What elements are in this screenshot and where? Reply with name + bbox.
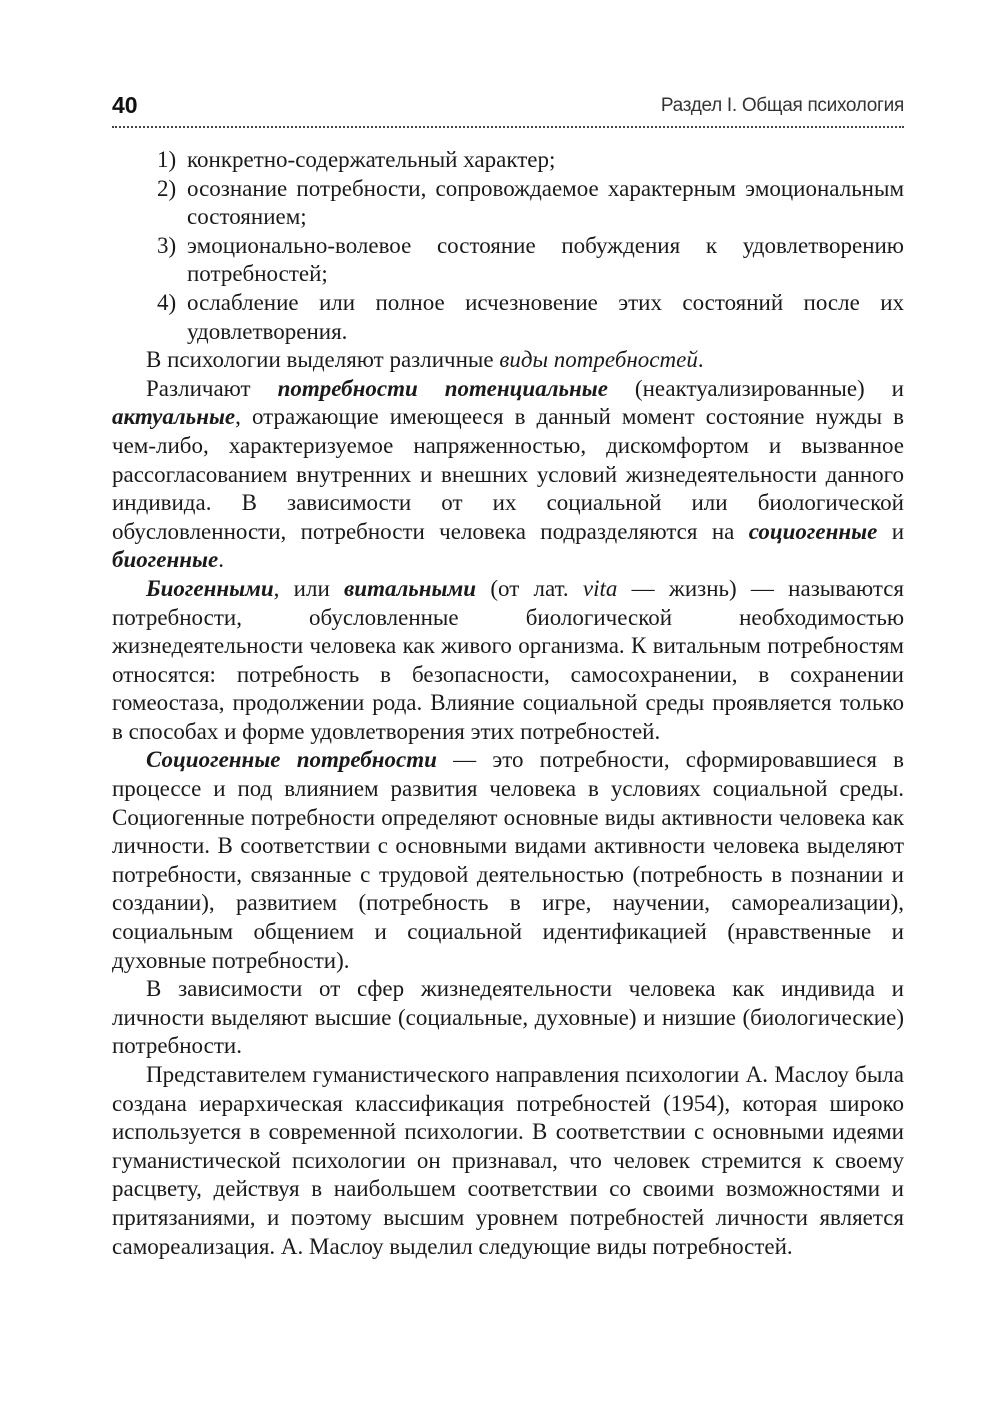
text-run: — это потребности, сформировавшиеся в процессе и под влиянием развития человека в условиях социальной среды. Социогенные потребности определяют основные виды активности человека как личности. В соответствии с основными видами активности человека выделяют потребности, связанные с трудовой деятельностью (потребность в познании и создании), развитием (потребность в игре, научении, самореализации), социальным общением и социальной идентификацией (нравственные и духовные потребности). (112, 747, 904, 973)
text-run: (неактуализированные) и (607, 375, 904, 401)
text-run: . (697, 347, 704, 373)
list-item-text: конкретно-содержательный характер; (187, 147, 556, 172)
list-item (112, 146, 904, 175)
text-run: — жизнь) — называются потребности, обусловленные биологической необходимостью жизнедеятельности человека как живого организма. К витальным потребностям относятся: потребность в безопасности, самосохранении, в сохранении гомеостаза, продолжении рода. Влияние социальной среды проявляется только в способах и форме удовлетворения этих потребностей. (112, 575, 904, 744)
paragraph-potential-actual (112, 375, 904, 575)
list-item (112, 175, 904, 232)
list-item (112, 289, 904, 346)
page-header (112, 92, 904, 128)
term-potential-needs: потребности потенциальные (277, 375, 608, 401)
paragraph-higher-lower: В зависимости от сфер жизнедеятельности человека как индивида и личности выделяют высшие (социальные, духовные) и низшие (биологические) потребности. (112, 976, 904, 1059)
page-number: 40 (112, 92, 138, 118)
list-item (112, 232, 904, 289)
list-item-number: 1) (157, 147, 177, 172)
term-sociogenic: социогенные (748, 518, 878, 544)
term-vital: витальными (344, 575, 477, 601)
paragraph-kinds-of-needs (112, 346, 904, 375)
text-run: Различают (146, 375, 278, 401)
text-run: и (877, 518, 904, 544)
page-body (112, 146, 904, 1261)
requirements-list (112, 146, 904, 346)
list-item-text: осознание потребности, сопровождаемое характерным эмоциональным состоянием; (187, 175, 904, 230)
list-item-text: эмоционально-волевое состояние побуждения к удовлетворению потребностей; (187, 232, 904, 287)
paragraph-biogenic (112, 575, 904, 747)
list-item-number: 2) (157, 175, 177, 201)
list-item-number: 3) (157, 232, 177, 258)
term-sociogenic-needs: Социогенные потребности (146, 747, 437, 773)
paragraph-maslow: Представителем гуманистического направления психологии А. Маслоу была создана иерархическая классификация потребностей (1954), которая широко используется в современной психологии. В соответствии с основными идеями гуманистической психологии он признавал, что человек стремится к своему расцвету, действуя в наибольшем соответствии со своими возможностями и притязаниями, и поэтому высшим уровнем потребностей личности является самореализация. А. Маслоу выделил следующие виды потребностей. (112, 1062, 904, 1259)
emphasis-term: виды потребностей (499, 347, 698, 373)
latin-term: vita (582, 575, 618, 601)
list-item-text: ослабление или полное исчезновение этих состояний после их удовлетворения. (187, 289, 904, 344)
term-actual: актуальные (112, 404, 236, 430)
text-run: (от лат. (476, 575, 583, 601)
term-biogenic-needs: Биогенными (146, 575, 274, 601)
text-run: В психологии выделяют различные (146, 347, 500, 373)
term-biogenic: биогенные (112, 547, 219, 573)
paragraph-sociogenic (112, 746, 904, 975)
text-run: , отражающие имеющееся в данный момент состояние нужды в чем-либо, характеризуемое напряженностью, дискомфортом и вызванное рассогласованием внутренних и внешних условий жизнедеятельности данного индивида. В зависимости от их социальной или биологической обусловленности, потребности человека подразделяются на (112, 404, 904, 544)
text-run: , или (273, 575, 345, 601)
running-head: Раздел I. Общая психология (660, 95, 904, 116)
text-run: . (218, 547, 224, 573)
list-item-number: 4) (157, 289, 177, 315)
